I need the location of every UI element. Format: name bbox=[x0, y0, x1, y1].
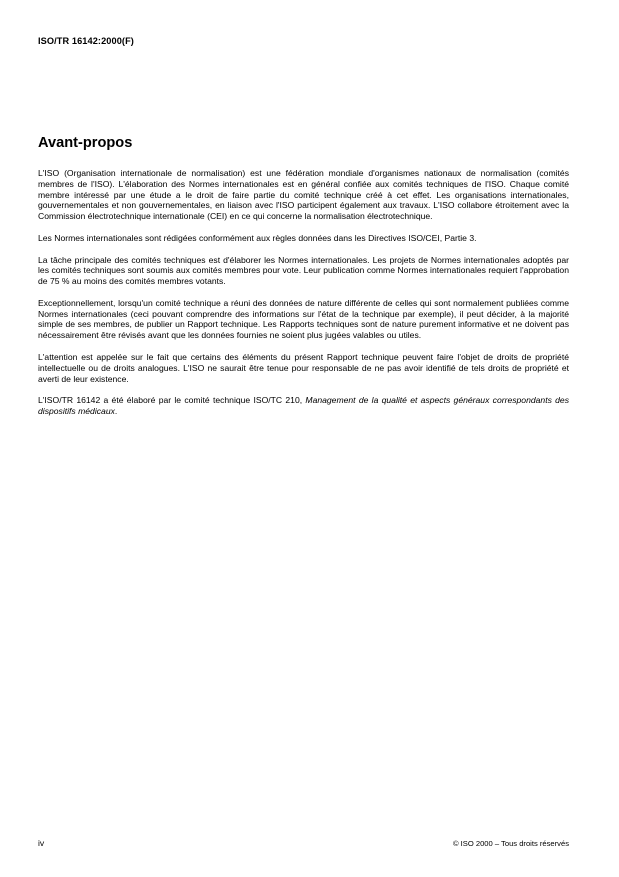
paragraph-technical-reports: Exceptionnellement, lorsqu'un comité technique a réuni des données de nature différente de celles qui sont normalement publiées comme Normes internationales (ceci pouvant comprendre des informations sur l'état de la technique par exemple), il peut décider, à la majorité simple de ses membres, de publier un Rapport technique. Les Rapports techniques sont de nature purement informative et ne doivent pas nécessairement être révisés avant que les données fournies ne soient plus jugées valables ou utiles. bbox=[38, 297, 569, 341]
paragraph-technical-committees: La tâche principale des comités techniques est d'élaborer les Normes internationales. Les projets de Normes internationales adoptés par les comités techniques sont soumis aux comités membres pour vote. Leur publication comme Normes internationales requiert l'approbation de 75 % au moins des comités membres votants. bbox=[38, 254, 569, 287]
document-reference: ISO/TR 16142:2000(F) bbox=[38, 36, 134, 46]
prepared-by-prefix: L'ISO/TR 16142 a été élaboré par le comité technique ISO/TC 210, bbox=[38, 395, 306, 406]
paragraph-patent-rights: L'attention est appelée sur le fait que certains des éléments du présent Rapport technique peuvent faire l'objet de droits de propriété intellectuelle ou de droits analogues. L'ISO ne saurait être tenue pour responsable de ne pas avoir identifié de tels droits de propriété et averti de leur existence. bbox=[38, 351, 569, 384]
page-number: iv bbox=[38, 838, 45, 848]
prepared-by-suffix: . bbox=[114, 406, 118, 416]
paragraph-prepared-by bbox=[38, 395, 569, 417]
paragraph-directives: Les Normes internationales sont rédigées conformément aux règles données dans les Directives ISO/CEI, Partie 3. bbox=[38, 232, 477, 243]
foreword-body bbox=[38, 168, 569, 428]
paragraph-iso-organisation: L'ISO (Organisation internationale de normalisation) est une fédération mondiale d'organismes nationaux de normalisation (comités membres de l'ISO). L'élaboration des Normes internationales est en général confiée aux comités techniques de l'ISO. Chaque comité membre intéressé par une étude a le droit de faire partie du comité technique créé à cet effet. Les organisations internationales, gouvernementales et non gouvernementales, en liaison avec l'ISO participent également aux travaux. L'ISO collabore étroitement avec la Commission électrotechnique internationale (CEI) en ce qui concerne la normalisation électrotechnique. bbox=[38, 168, 569, 222]
copyright-notice: © ISO 2000 – Tous droits réservés bbox=[452, 839, 569, 848]
page-title: Avant-propos bbox=[38, 135, 133, 151]
prepared-by-title: Management de la qualité et aspects généraux correspondants des dispositifs médicaux bbox=[38, 395, 570, 416]
